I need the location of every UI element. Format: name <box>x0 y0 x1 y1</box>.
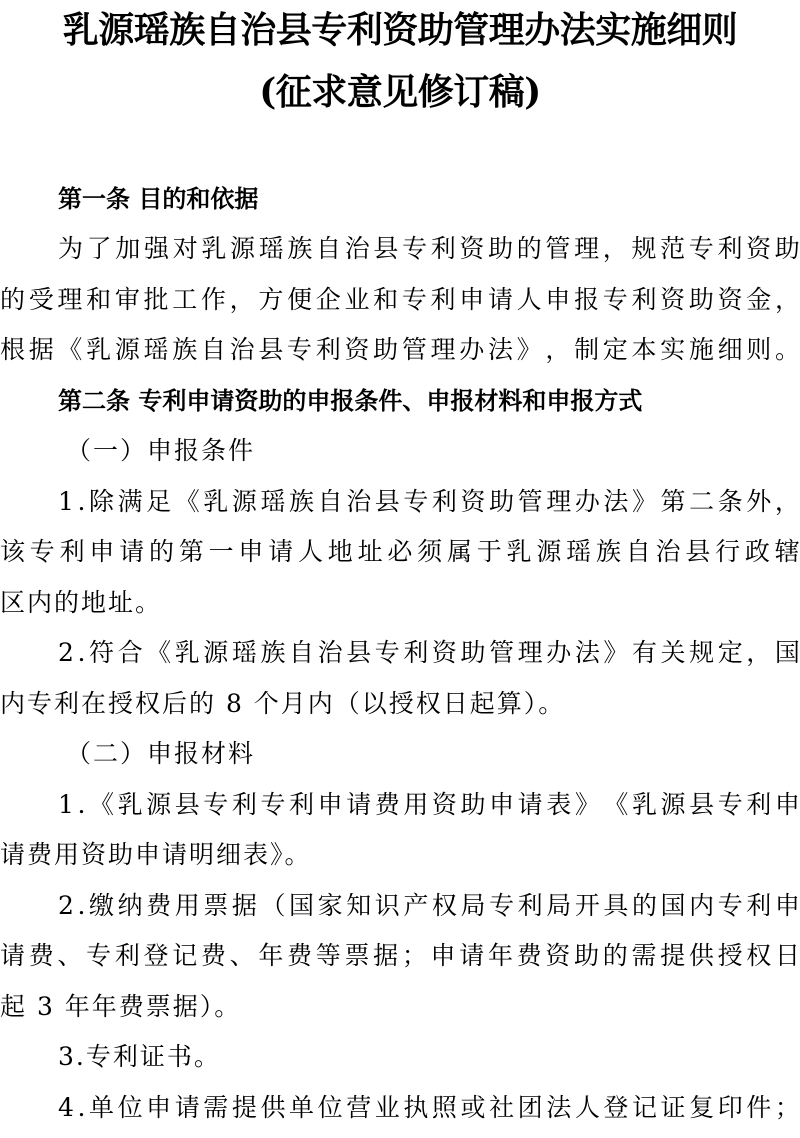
paragraph-line: 请费用资助申请明细表》。 <box>0 840 312 869</box>
document-title-line2: (征求意见修订稿) <box>259 71 541 113</box>
paragraph-line: 的 受 理 和 审 批 工 作 ， 方 便 企 业 和 专 利 申 请 人 申 报 专 利 资 助 资 金 ， <box>0 285 800 314</box>
paragraph-line: 2 . 符 合 《 乳 源 瑶 族 自 治 县 专 利 资 助 管 理 办 法 》 有 关 规 定 ， 国 <box>58 638 800 667</box>
paragraph-line: 内专利在授权后的 8 个月内（以授权日起算）。 <box>0 689 566 718</box>
article-1-heading: 第一条 目的和依据 <box>58 185 259 213</box>
paragraph-line: 根 据 《 乳 源 瑶 族 自 治 县 专 利 资 助 管 理 办 法 》 ， 制 定 本 实 施 细 则 。 <box>0 335 800 364</box>
paragraph-line: 1 . 除 满 足 《 乳 源 瑶 族 自 治 县 专 利 资 助 管 理 办 法 》 第 二 条 外 ， <box>58 487 800 516</box>
paragraph-line: 2 . 缴 纳 费 用 票 据 （ 国 家 知 识 产 权 局 专 利 局 开 具 的 国 内 专 利 申 <box>58 891 800 920</box>
paragraph-line: 起 3 年年费票据）。 <box>0 992 242 1021</box>
article-2-heading: 第二条 专利申请资助的申报条件、申报材料和申报方式 <box>58 387 643 415</box>
section-heading: （二）申报材料 <box>66 739 256 768</box>
paragraph-line: 请 费 、 专 利 登 记 费 、 年 费 等 票 据 ； 申 请 年 费 资 助 的 需 提 供 授 权 日 <box>0 941 800 970</box>
paragraph-line: 3.专利证书。 <box>58 1042 221 1071</box>
document-title-line1: 乳源瑶族自治县专利资助管理办法实施细则 <box>62 9 738 51</box>
paragraph-line: 1 . 《 乳 源 县 专 利 专 利 申 请 费 用 资 助 申 请 表 》 《 乳 源 县 专 利 申 <box>58 790 800 819</box>
paragraph-line: 4 . 单 位 申 请 需 提 供 单 位 营 业 执 照 或 社 团 法 人 登 记 证 复 印 件 ； <box>58 1093 800 1122</box>
paragraph-line: 区内的地址。 <box>0 588 163 617</box>
paragraph-line: 该 专 利 申 请 的 第 一 申 请 人 地 址 必 须 属 于 乳 源 瑶 族 自 治 县 行 政 辖 <box>0 537 800 566</box>
paragraph-line: 为 了 加 强 对 乳 源 瑶 族 自 治 县 专 利 资 助 的 管 理 ， 规 范 专 利 资 助 <box>58 234 800 263</box>
section-heading: （一）申报条件 <box>66 436 256 465</box>
